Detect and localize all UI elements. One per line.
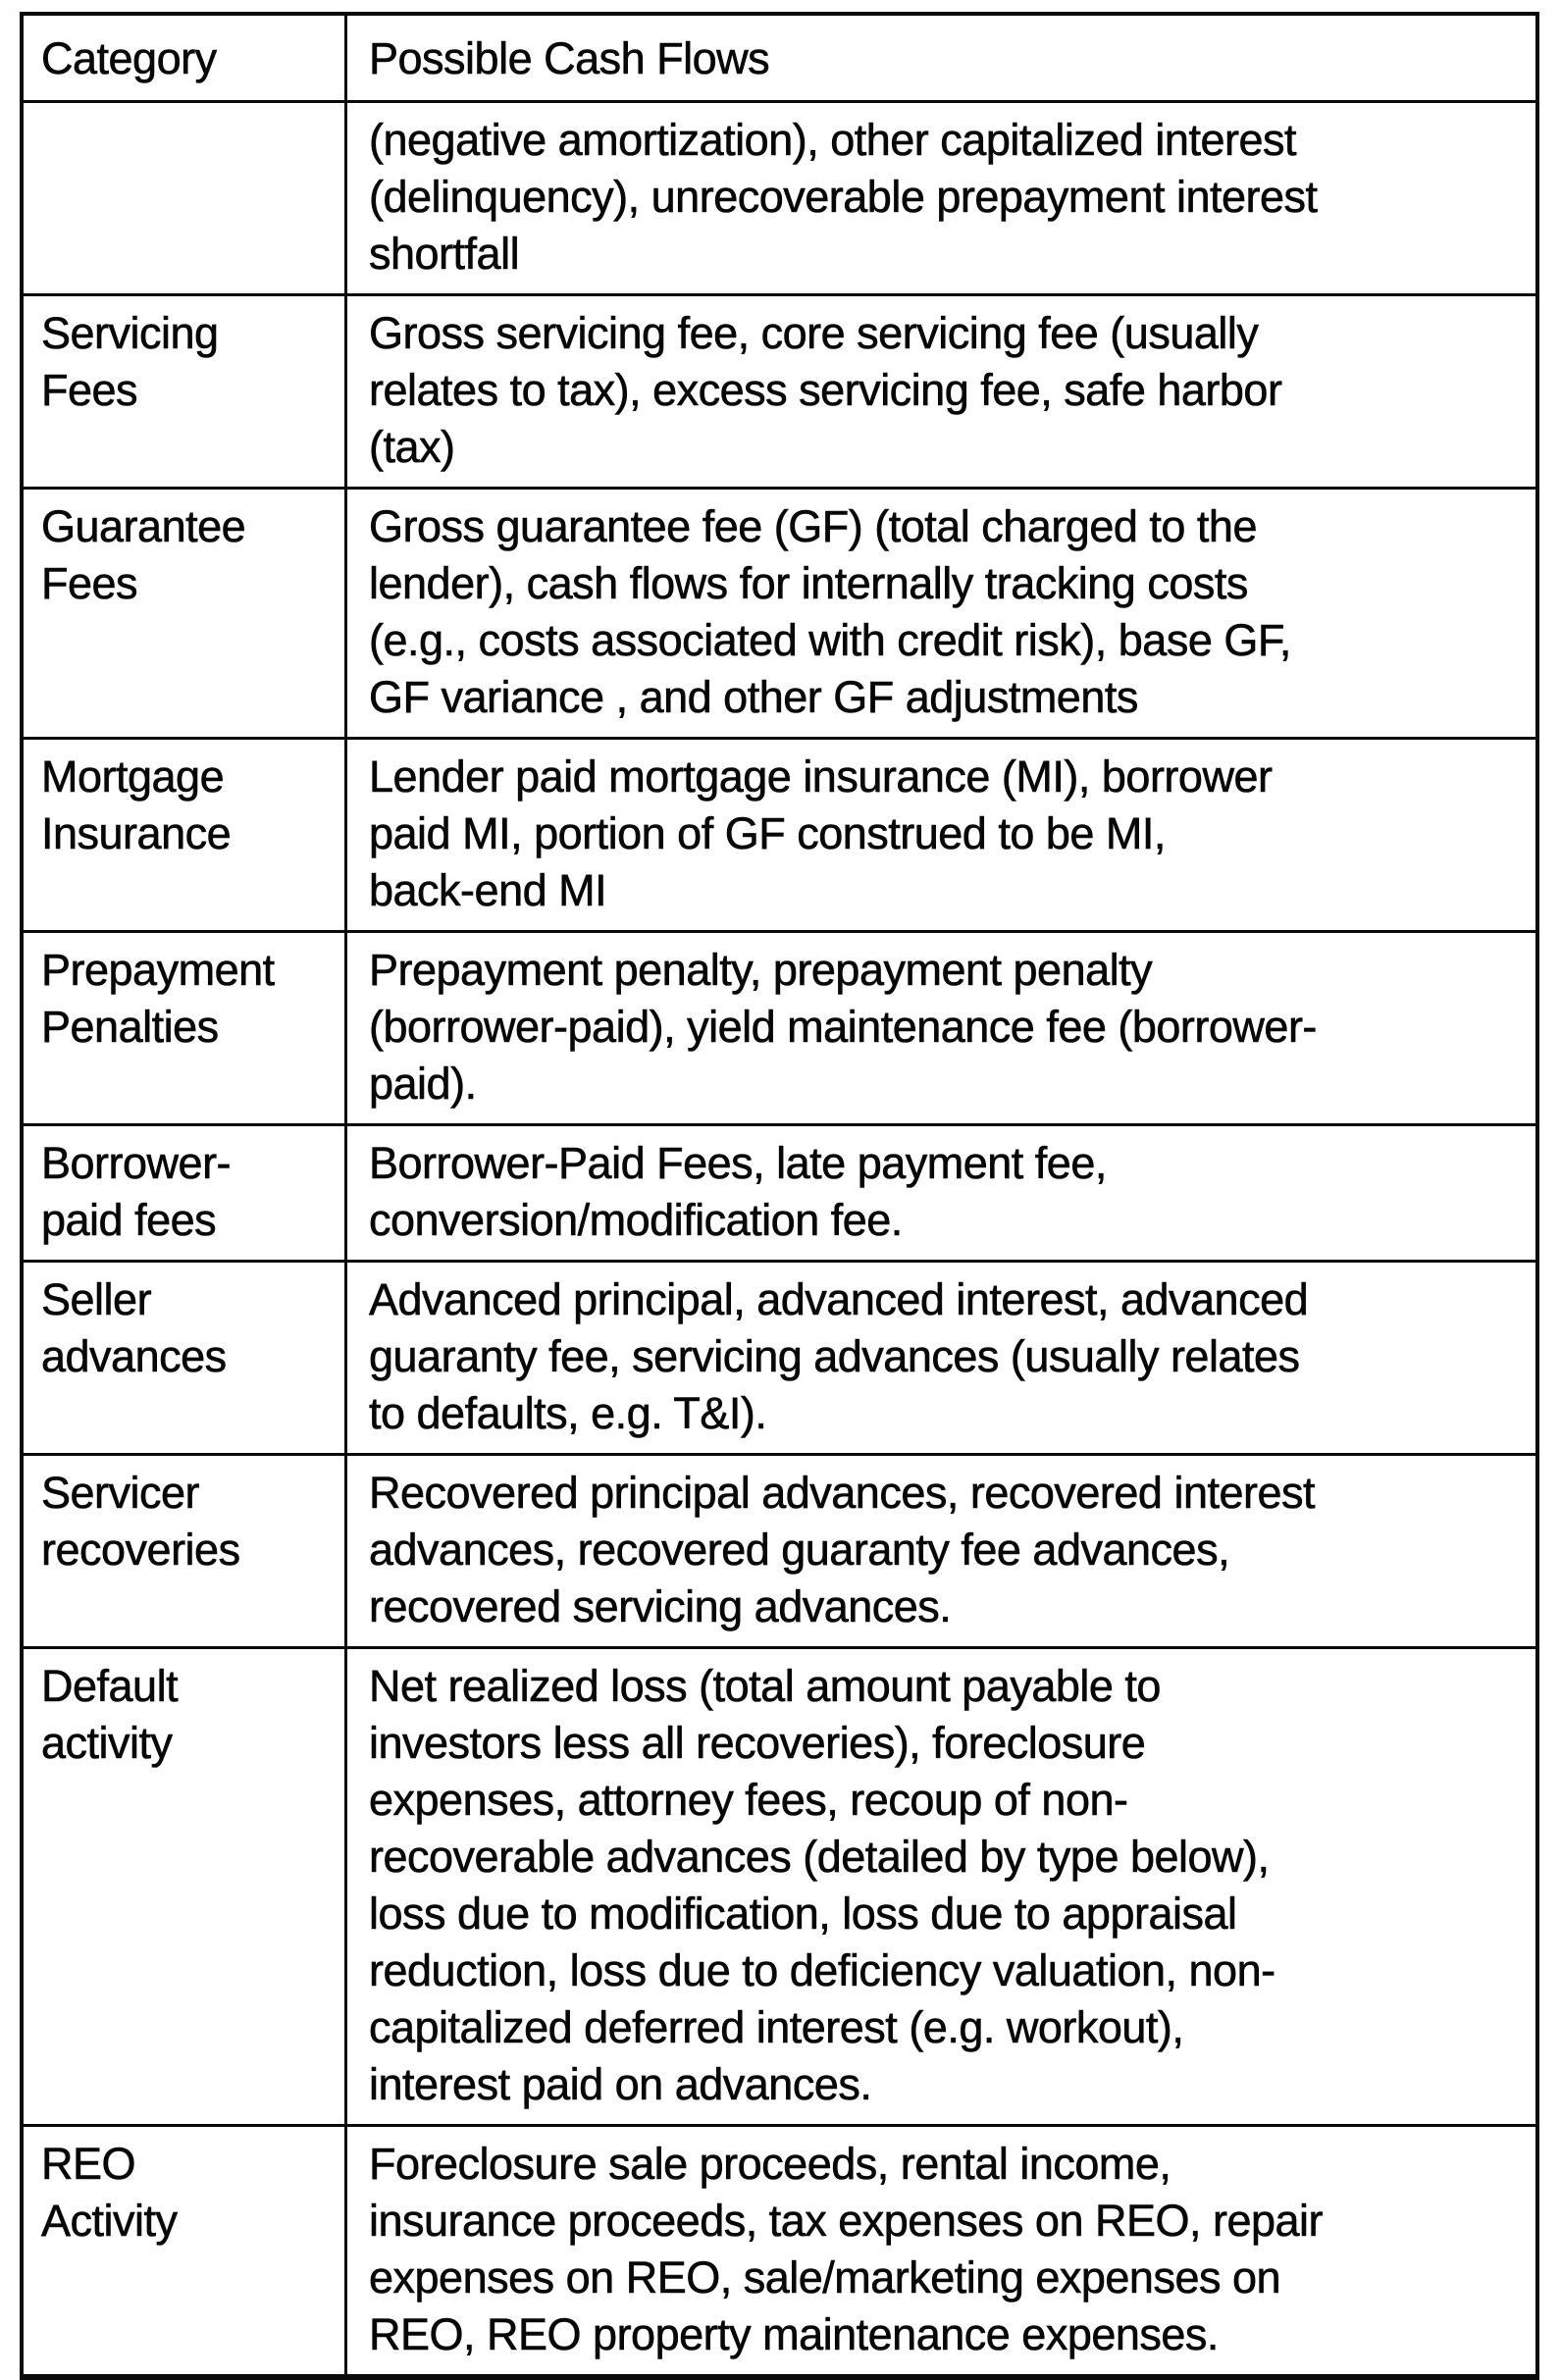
table-row bbox=[24, 487, 1535, 737]
category-cell: REO Activity bbox=[24, 2127, 347, 2374]
table-header-row bbox=[24, 16, 1535, 100]
table-row bbox=[24, 1453, 1535, 1646]
column-header-possible-cash-flows: Possible Cash Flows bbox=[369, 33, 770, 83]
column-header-category: Category bbox=[24, 16, 347, 100]
cash-flows-cell: Recovered principal advances, recovered interest advances, recovered guaranty fee advances, recovered servicing advances. bbox=[369, 1468, 1316, 1631]
cash-flows-cell: Borrower-Paid Fees, late payment fee, conversion/modification fee. bbox=[369, 1138, 1107, 1245]
category-cell: Default activity bbox=[24, 1649, 347, 2124]
category-cell bbox=[24, 103, 347, 293]
table-row bbox=[24, 293, 1535, 487]
table-row bbox=[24, 100, 1535, 293]
table-row bbox=[24, 737, 1535, 930]
cash-flows-cell: Lender paid mortgage insurance (MI), borrower paid MI, portion of GF construed to be MI, back-end MI bbox=[369, 751, 1273, 915]
cash-flows-cell: Foreclosure sale proceeds, rental income, insurance proceeds, tax expenses on REO, repair expenses on REO, sale/marketing expenses on REO, REO property maintenance expenses. bbox=[369, 2139, 1324, 2359]
cash-flow-table bbox=[20, 12, 1539, 2380]
category-cell: Seller advances bbox=[24, 1263, 347, 1453]
category-cell: Servicer recoveries bbox=[24, 1456, 347, 1646]
cash-flows-cell: Gross guarantee fee (GF) (total charged to the lender), cash flows for internally tracking costs (e.g., costs associated with credit risk), base GF, GF variance , and other GF adjustments bbox=[369, 501, 1291, 722]
cash-flows-cell: Prepayment penalty, prepayment penalty (borrower-paid), yield maintenance fee (borrower- paid). bbox=[369, 945, 1317, 1109]
table-row bbox=[24, 930, 1535, 1123]
cash-flows-cell: Gross servicing fee, core servicing fee (usually relates to tax), excess servicing fee, safe harbor (tax) bbox=[369, 308, 1282, 472]
category-cell: Servicing Fees bbox=[24, 296, 347, 487]
table-row bbox=[24, 1260, 1535, 1453]
cash-flows-cell: Net realized loss (total amount payable to investors less all recoveries), foreclosure expenses, attorney fees, recoup of non- recoverable advances (detailed by type below), loss due to modification, loss due to appraisal reduction, loss due to deficiency valuation, non- capitalized deferred interest (e.g. workout), interest paid on advances. bbox=[369, 1661, 1275, 2109]
table-row bbox=[24, 1123, 1535, 1260]
category-cell: Prepayment Penalties bbox=[24, 933, 347, 1123]
cash-flows-cell: Advanced principal, advanced interest, advanced guaranty fee, servicing advances (usually relates to defaults, e.g. T&I). bbox=[369, 1274, 1309, 1438]
table-row bbox=[24, 2124, 1535, 2374]
table-row bbox=[24, 1646, 1535, 2124]
category-cell: Borrower- paid fees bbox=[24, 1126, 347, 1260]
cash-flows-cell: (negative amortization), other capitalized interest (delinquency), unrecoverable prepayment interest shortfall bbox=[369, 115, 1318, 279]
category-cell: Mortgage Insurance bbox=[24, 740, 347, 930]
category-cell: Guarantee Fees bbox=[24, 490, 347, 737]
